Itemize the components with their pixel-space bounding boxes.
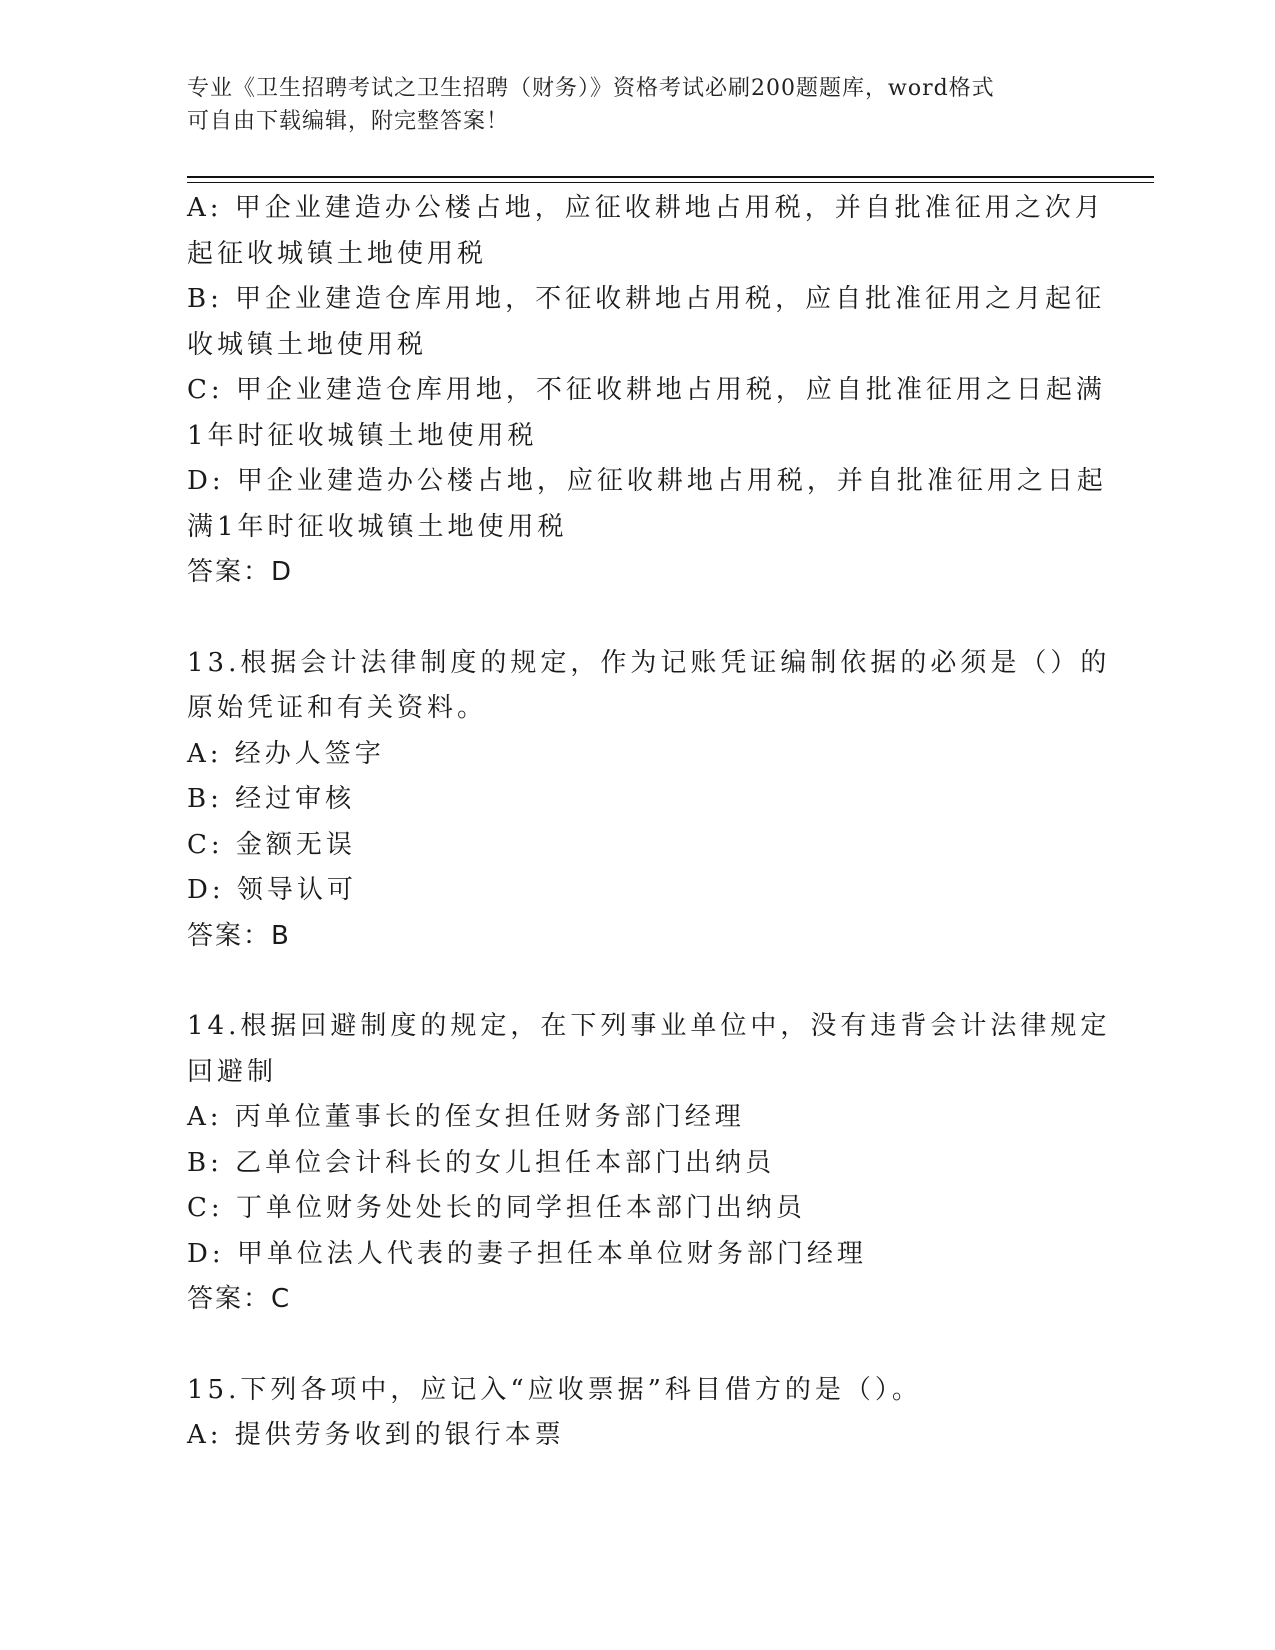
q12-option-d-line-1: D: 甲企业建造办公楼占地，应征收耕地占用税，并自批准征用之日起 <box>187 466 1107 496</box>
q12-option-a-line-1: A: 甲企业建造办公楼占地，应征收耕地占用税，并自批准征用之次月 <box>187 193 1105 223</box>
q14-stem-line-2: 回避制 <box>187 1056 278 1087</box>
q13-option-d: D: 领导认可 <box>187 875 357 905</box>
q14-option-a: A: 丙单位董事长的侄女担任财务部门经理 <box>187 1102 745 1132</box>
header-rule-thin <box>187 182 1154 183</box>
header-rule-thick <box>187 176 1154 178</box>
question-12 <box>187 186 1107 596</box>
q14-answer: 答案：C <box>187 1284 292 1314</box>
q12-option-b-line-2: 收城镇土地使用税 <box>187 329 428 360</box>
question-content <box>187 186 1111 1459</box>
q12-option-c-line-2: 1年时征收城镇土地使用税 <box>187 420 538 451</box>
spacer <box>187 1323 1087 1368</box>
document-header <box>187 72 1067 138</box>
q12-answer: 答案：D <box>187 557 294 587</box>
q12-option-a-line-2: 起征收城镇土地使用税 <box>187 238 488 269</box>
header-line-2: 可自由下载编辑，附完整答案！ <box>187 109 510 134</box>
q14-stem-line-1: 14.根据回避制度的规定，在下列事业单位中，没有违背会计法律规定 <box>187 1011 1111 1041</box>
q13-answer: 答案：B <box>187 920 291 951</box>
q12-option-b-line-1: B: 甲企业建造仓库用地，不征收耕地占用税，应自批准征用之月起征 <box>187 284 1106 314</box>
q14-option-d: D: 甲单位法人代表的妻子担任本单位财务部门经理 <box>187 1238 867 1269</box>
spacer <box>187 596 1087 641</box>
q15-stem-line-1: 15.下列各项中，应记入“应收票据”科目借方的是（）。 <box>187 1374 922 1405</box>
q12-option-d-line-2: 满1年时征收城镇土地使用税 <box>187 511 568 542</box>
question-15 <box>187 1368 1087 1459</box>
q14-option-b: B: 乙单位会计科长的女儿担任本部门出纳员 <box>187 1147 776 1178</box>
q13-option-a: A: 经办人签字 <box>187 738 385 769</box>
spacer <box>187 959 1087 1004</box>
q13-stem-line-1: 13.根据会计法律制度的规定，作为记账凭证编制依据的必须是（）的 <box>187 647 1111 678</box>
q13-option-c: C: 金额无误 <box>187 829 356 860</box>
q15-option-a: A: 提供劳务收到的银行本票 <box>187 1420 565 1450</box>
q14-option-c: C: 丁单位财务处处长的同学担任本部门出纳员 <box>187 1193 806 1223</box>
question-13 <box>187 641 1111 960</box>
q13-option-b: B: 经过审核 <box>187 784 356 814</box>
header-line-1: 专业《卫生招聘考试之卫生招聘（财务）》资格考试必刷200题题库，word格式 <box>187 76 995 101</box>
question-14 <box>187 1004 1111 1323</box>
q13-stem-line-2: 原始凭证和有关资料。 <box>187 693 488 723</box>
q12-option-c-line-1: C: 甲企业建造仓库用地，不征收耕地占用税，应自批准征用之日起满 <box>187 375 1106 405</box>
